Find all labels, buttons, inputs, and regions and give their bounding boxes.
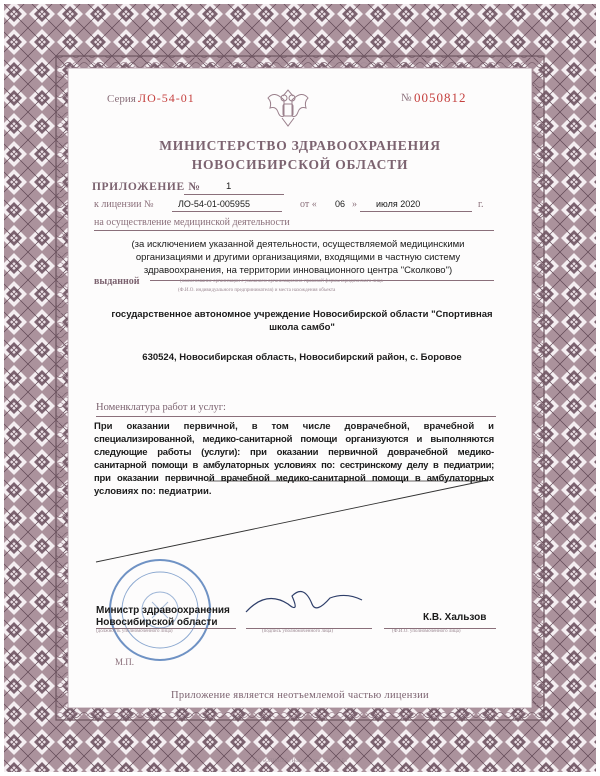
- appendix-label: ПРИЛОЖЕНИЕ №: [92, 181, 201, 193]
- license-month-year: июля 2020: [376, 199, 421, 209]
- services-line-3: следующие работы (услуги): при оказании первичной доврачебной медико-: [94, 447, 494, 458]
- signatory-name: К.В. Хальзов: [423, 612, 487, 623]
- position-hint: (должность уполномоченного лица): [96, 629, 173, 634]
- license-number: ЛО-54-01-005955: [178, 199, 250, 209]
- series-label: Серия: [107, 93, 136, 105]
- license-day: 06: [335, 199, 346, 209]
- activity-label: на осуществление медицинской деятельности: [94, 217, 290, 228]
- exclusion-line-1: (за исключением указанной деятельности, осуществляемой медицинскими: [131, 239, 465, 250]
- year-suffix: г.: [478, 199, 484, 210]
- name-hint: (Ф.И.О. уполномоченного лица): [392, 629, 461, 634]
- exclusion-line-2: организациями и другими организациями, входящими в частную систему: [135, 252, 461, 263]
- printer-imprint: ЗАО «ОПЦИОН», Новосибирск, 2018 г., «Б»: [252, 759, 348, 764]
- appendix-number: 1: [226, 181, 232, 192]
- seal-place-label: М.П.: [115, 657, 135, 667]
- services-line-6: условиях по: педиатрии.: [94, 486, 212, 497]
- services-line-2: специализированной, медико-санитарной помощи организуются и выполняются: [94, 434, 494, 445]
- organization-address: 630524, Новосибирская область, Новосибирский район, с. Боровое: [142, 352, 462, 363]
- day-close-quote: »: [352, 199, 357, 210]
- license-label: к лицензии №: [94, 199, 154, 210]
- issued-hint-2: (Ф.И.О. индивидуального предпринимателя) и места нахождения объекта: [178, 288, 336, 293]
- activity-underline: [94, 230, 494, 231]
- services-heading-underline: [96, 416, 496, 417]
- issued-label: выданной: [94, 276, 140, 287]
- ministry-title-line1: МИНИСТЕРСТВО ЗДРАВООХРАНЕНИЯ: [159, 138, 441, 153]
- from-label: от «: [300, 199, 317, 210]
- services-line-5: при оказании первичной врачебной медико-санитарной помощи в амбулаторных: [94, 473, 494, 484]
- exclusion-line-3: здравоохранения, на территории инновационного центра "Сколково"): [143, 265, 453, 276]
- name-underline: [384, 628, 496, 629]
- signature-hint: (подпись уполномоченного лица): [262, 629, 334, 634]
- appendix-number-underline: [184, 194, 284, 195]
- signatory-position-line2: Новосибирской области: [96, 617, 218, 628]
- license-number-underline: [172, 211, 282, 212]
- services-line-1: При оказании первичной, в том числе доврачебной, врачебной и: [94, 421, 494, 432]
- date-underline: [360, 211, 472, 212]
- signature-underline: [246, 628, 372, 629]
- organization-name-line2: школа самбо": [269, 322, 335, 333]
- issued-hint-1: (наименование организации с указанием организационно-правовой формы юридического лица: [180, 279, 383, 284]
- ministry-title-line2: НОВОСИБИРСКОЙ ОБЛАСТИ: [191, 157, 409, 172]
- appendix-integral-note: Приложение является неотъемлемой частью лицензии: [171, 690, 429, 701]
- series-value: ЛО-54-01: [138, 91, 195, 105]
- number-label: №: [401, 92, 412, 104]
- organization-name-line1: государственное автономное учреждение Новосибирской области "Спортивная: [111, 309, 493, 320]
- position-underline: [96, 628, 236, 629]
- services-line-4: санитарной помощи в амбулаторных условиях по: сестринскому делу в педиатрии;: [94, 460, 494, 471]
- form-number: 0050812: [414, 90, 467, 105]
- signatory-position-line1: Министр здравоохранения: [96, 605, 230, 616]
- services-heading: Номенклатура работ и услуг:: [96, 402, 226, 413]
